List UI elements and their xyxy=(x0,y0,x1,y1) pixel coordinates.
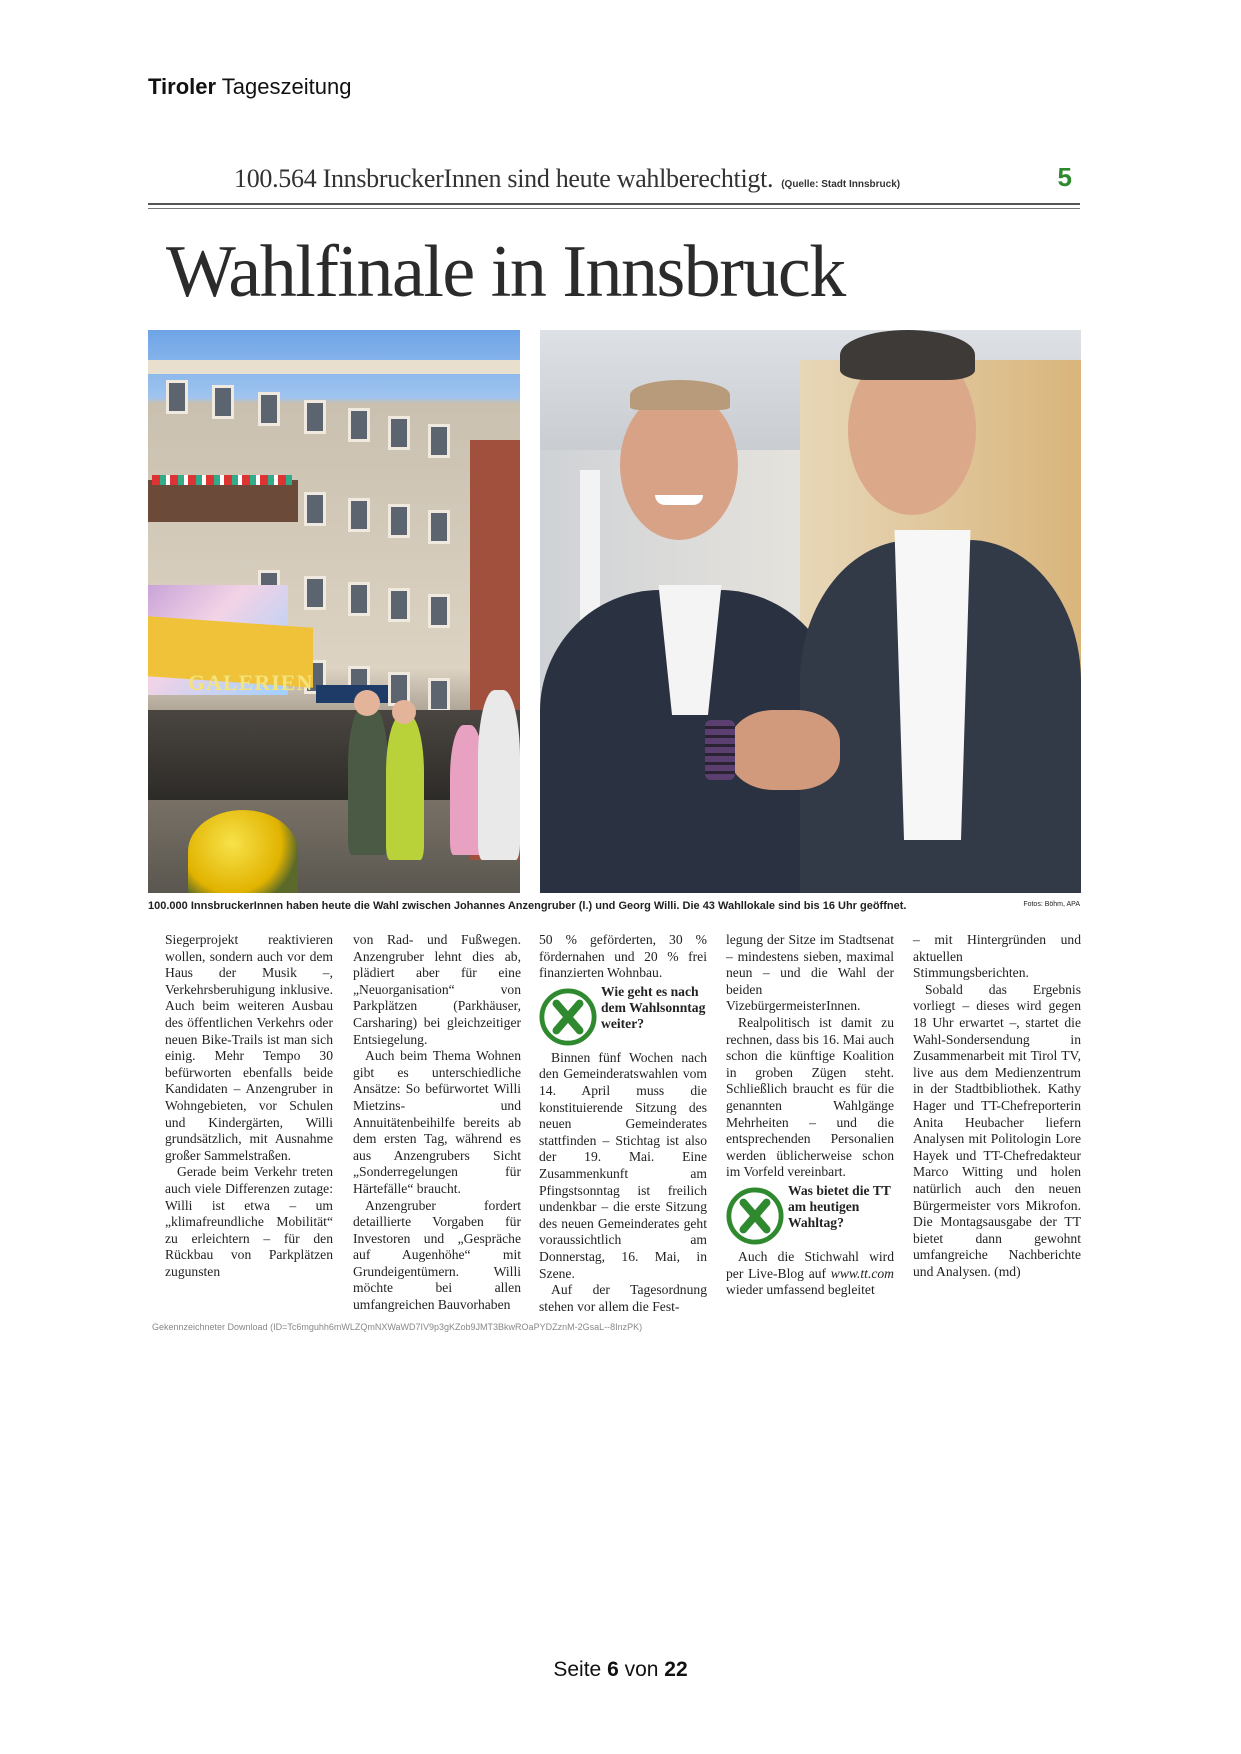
download-id: Gekennzeichneter Download (ID=Tc6mguhh6mWLZQmNXWaWD7IV9p3gKZob9JMT3BkwROaPYDZznM-2GsaL--8InzPK) xyxy=(152,1322,643,1332)
topline-source: (Quelle: Stadt Innsbruck) xyxy=(781,179,901,190)
footer-prefix: Seite xyxy=(553,1658,608,1681)
topline xyxy=(148,160,1080,200)
handshake-photo xyxy=(540,330,1081,893)
brand-bold: Tiroler xyxy=(148,74,217,99)
paragraph: Auch beim Thema Wohnen gibt es unterschiedliche Ansätze: So befürwortet Willi Mietzins- und Annuitätenbeihilfe bereits ab dem ersten Tag, während es aus Anzengrubers Sicht „Sonderregelungen für Härtefälle“ braucht. xyxy=(353,1048,521,1196)
divider xyxy=(148,203,1080,205)
newspaper-page-number: 5 xyxy=(1057,162,1072,192)
topline-text xyxy=(234,164,900,194)
article-body xyxy=(165,932,1080,1318)
infobox-tt-election-day xyxy=(726,1183,894,1247)
paragraph: legung der Sitze im Stadtsenat – mindestens sieben, maximal neun – und die Wahl der beiden VizebürgermeisterInnen. xyxy=(726,932,894,1014)
headline: Wahlfinale in Innsbruck xyxy=(166,231,845,313)
column-4 xyxy=(726,932,894,1299)
footer-total: 22 xyxy=(664,1658,688,1681)
ballot-check-icon xyxy=(539,988,597,1046)
photo-credit: Fotos: Böhm, APA xyxy=(1023,901,1080,908)
paragraph: Realpolitisch ist damit zu rechnen, dass bis 16. Mai auch schon die künftige Koalition in groben Zügen steht. Schließlich braucht es für die genannten Wahlgänge Mehrheiten – und die entsprechenden Personalien werden üblicherweise schon im Vorfeld vereinbart. xyxy=(726,1014,894,1180)
street-photo xyxy=(148,330,520,893)
infobox-question: Wie geht es nach dem Wahlsonntag weiter? xyxy=(601,983,706,1031)
paragraph-text: wieder umfassend begleitet xyxy=(726,1282,875,1298)
paragraph: – mit Hintergründen und aktuellen Stimmungsberichten. xyxy=(913,932,1081,981)
footer-page: 6 xyxy=(607,1658,619,1681)
ballot-check-icon xyxy=(726,1187,784,1245)
column-1 xyxy=(165,932,333,1280)
topline-statement: 100.564 InnsbruckerInnen sind heute wahlberechtigt. xyxy=(234,164,774,193)
caption-text: 100.000 InnsbruckerInnen haben heute die Wahl zwischen Johannes Anzengruber (l.) und Georg Willi. Die 43 Wahllokale sind bis 16 Uhr geöffnet. xyxy=(148,900,907,912)
paragraph-text: Auch die Stichwahl wird per Live-Blog auf xyxy=(726,1248,894,1281)
paragraph: von Rad- und Fußwegen. Anzengruber lehnt dies ab, plädiert aber für eine „Neuorganisation“ von Parkplätzen (Parkhäuser, Carsharing) bei gleichzeitiger Entsiegelung. xyxy=(353,932,521,1047)
column-2 xyxy=(353,932,521,1314)
paragraph: Binnen fünf Wochen nach den Gemeinderatswahlen vom 14. April muss die konstituierende Sitzung des neuen Gemeinderates stattfinden – Stichtag ist also der 19. Mai. Eine Zusammenkunft am Pfingstsonntag ist freilich undenkbar – die erste Sitzung des neuen Gemeinderates geht voraussichtlich am Donnerstag, 16. Mai, in Szene. xyxy=(539,1049,707,1281)
paragraph: Gerade beim Verkehr treten auch viele Differenzen zutage: Willi ist etwa – um „klimafreundliche Mobilität“ zu erleichtern – für den Rückbau von Parkplätzen zugunsten xyxy=(165,1164,333,1279)
page-footer xyxy=(0,1658,1241,1682)
footer-middle: von xyxy=(618,1658,665,1681)
paragraph: Siegerprojekt reaktivieren wollen, sondern auch vor dem Haus der Musik –, Verkehrsberuhigung inklusive. Auch beim weiteren Ausbau des öffentlichen Verkehrs oder neuen Bike-Trails ist man sich einig. Mehr Tempo 30 befürworten ebenfalls beide Kandidaten – Anzengruber in Wohngebieten, vor Schulen und Kindergärten, Willi grundsätzlich, mit Ausnahme großer Sammelstraßen. xyxy=(165,932,333,1163)
paragraph: 50 % geförderten, 30 % fördernahen und 20 % frei finanzierten Wohnbau. xyxy=(539,932,707,981)
column-3 xyxy=(539,932,707,1315)
shop-sign: GALERIEN xyxy=(188,670,314,695)
paragraph xyxy=(726,1249,894,1299)
photo-caption xyxy=(148,900,1080,912)
column-5 xyxy=(913,932,1081,1280)
infobox-question: Was bietet die TT am heutigen Wahltag? xyxy=(788,1182,891,1230)
brand-rest: Tageszeitung xyxy=(216,74,352,99)
paragraph: Auf der Tagesordnung stehen vor allem die Fest- xyxy=(539,1282,707,1314)
paragraph: Anzengruber fordert detaillierte Vorgaben für Investoren und „Gespräche auf Augenhöhe“ mit Grundeigentümern. Willi möchte bei allen umfangreichen Bauvorhaben xyxy=(353,1197,521,1313)
paragraph: Sobald das Ergebnis vorliegt – dieses wird gegen 18 Uhr erwartet –, startet die Wahl-Sondersendung in Zusammenarbeit mit Tirol TV, live aus dem Medienzentrum in der Stadtbibliothek. Kathy Hager und TT-Chefreporterin Anita Heubacher liefern Analysen mit Politologin Lore Hayek und TT-Chefredakteur Marco Witting und holen natürlich auch den neuen Bürgermeister vors Mikrofon. Die Montagsausgabe der TT bietet dann gewohnt umfangreiche Nachberichte und Analysen. (md) xyxy=(913,981,1081,1279)
infobox-after-election xyxy=(539,984,707,1048)
brand-logo xyxy=(148,74,351,100)
tt-link[interactable]: www.tt.com xyxy=(830,1265,894,1281)
divider xyxy=(148,208,1080,209)
